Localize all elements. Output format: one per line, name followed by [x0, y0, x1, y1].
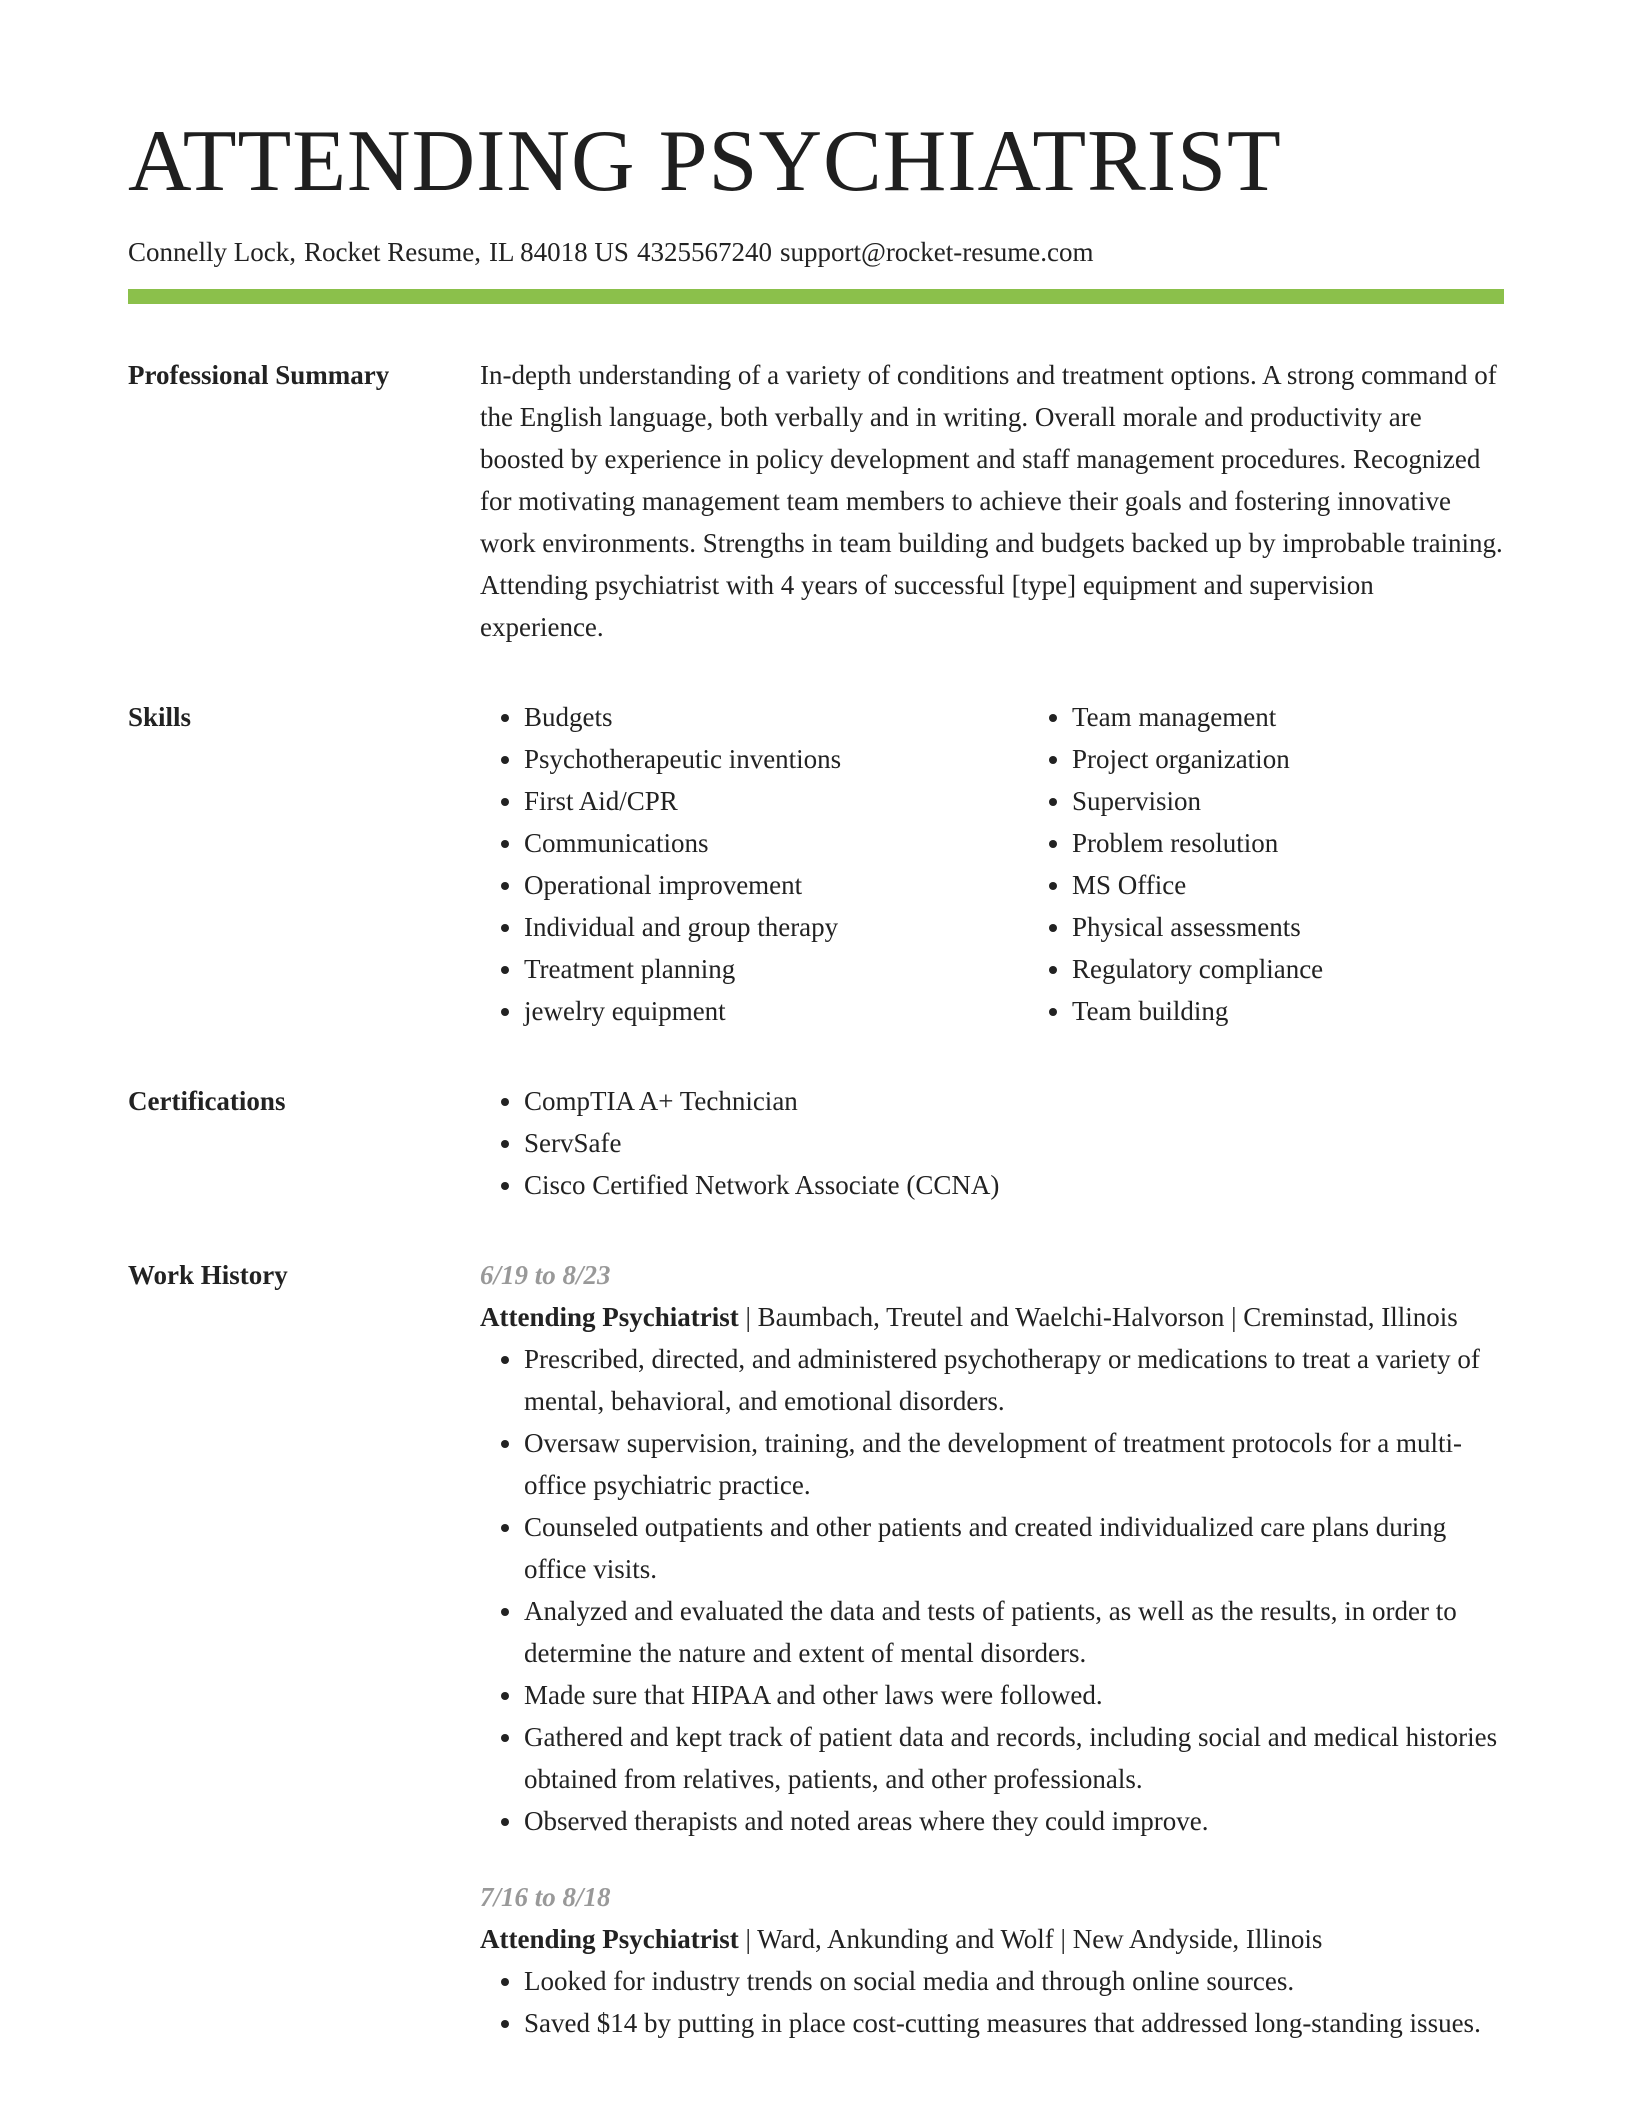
job-bullet: • Analyzed and evaluated the data and tests of patients, as well as the results, in order to determine the nature and extent of mental disorders.	[524, 1590, 1504, 1674]
skill-item: • Budgets	[524, 696, 1028, 738]
job-bullet: • Prescribed, directed, and administered psychotherapy or medications to treat a variety of mental, behavioral, and emotional disorders.	[524, 1338, 1504, 1422]
job-entry	[480, 1876, 1504, 2044]
skills-list-left	[480, 696, 1028, 1032]
summary-body	[480, 354, 1504, 648]
skill-item: • Team building	[1072, 990, 1576, 1032]
skill-item: • Individual and group therapy	[524, 906, 1028, 948]
certifications-body	[480, 1080, 1504, 1206]
contact-line	[128, 234, 1504, 270]
certifications-list	[480, 1080, 1504, 1206]
resume-title: ATTENDING PSYCHIATRIST	[128, 113, 1282, 210]
certifications-label: Certifications	[128, 1086, 286, 1116]
skills-body	[480, 696, 1576, 1032]
job-title: Attending Psychiatrist	[480, 1302, 739, 1332]
job-entry	[480, 1254, 1504, 1842]
job-bullet: • Observed therapists and noted areas where they could improve.	[524, 1800, 1504, 1842]
job-title: Attending Psychiatrist	[480, 1924, 739, 1954]
skill-item: • Project organization	[1072, 738, 1576, 780]
job-bullet-list	[480, 1338, 1504, 1842]
contact-location: IL 84018 US	[488, 237, 629, 267]
job-bullet: • Saved $14 by putting in place cost-cutting measures that addressed long-standing issues.	[524, 2002, 1504, 2044]
job-heading	[480, 1918, 1504, 1960]
job-dates: 6/19 to 8/23	[480, 1260, 611, 1290]
certification-item: • ServSafe	[524, 1122, 1504, 1164]
job-details: | Baumbach, Treutel and Waelchi-Halvorson | Creminstad, Illinois	[738, 1302, 1458, 1332]
work-history-label: Work History	[128, 1260, 288, 1290]
job-dates: 7/16 to 8/18	[480, 1882, 611, 1912]
job-bullet-list	[480, 1960, 1504, 2044]
job-bullet: • Counseled outpatients and other patients and created individualized care plans during office visits.	[524, 1506, 1504, 1590]
contact-company: Rocket Resume,	[303, 237, 481, 267]
job-bullet: • Looked for industry trends on social media and through online sources.	[524, 1960, 1504, 2002]
contact-phone: 4325567240	[636, 237, 772, 267]
contact-name: Connelly Lock,	[128, 237, 296, 267]
job-heading	[480, 1296, 1504, 1338]
job-details: | Ward, Ankunding and Wolf | New Andyside, Illinois	[738, 1924, 1323, 1954]
skill-item: • First Aid/CPR	[524, 780, 1028, 822]
job-bullet: • Gathered and kept track of patient data and records, including social and medical histories obtained from relatives, patients, and other professionals.	[524, 1716, 1504, 1800]
skill-item: • Operational improvement	[524, 864, 1028, 906]
job-bullet: • Oversaw supervision, training, and the development of treatment protocols for a multi-office psychiatric practice.	[524, 1422, 1504, 1506]
certification-item: • CompTIA A+ Technician	[524, 1080, 1504, 1122]
skill-item: • Problem resolution	[1072, 822, 1576, 864]
skill-item: • Regulatory compliance	[1072, 948, 1576, 990]
skill-item: • Supervision	[1072, 780, 1576, 822]
skills-label: Skills	[128, 702, 192, 732]
summary-label: Professional Summary	[128, 360, 390, 390]
skill-item: • Psychotherapeutic inventions	[524, 738, 1028, 780]
summary-text: In-depth understanding of a variety of conditions and treatment options. A strong command of the English language, both verbally and in writing. Overall morale and productivity are boosted by experience in policy development and staff management procedures. Recognized for motivating management team members to achieve their goals and fostering innovative work environments. Strengths in team building and budgets backed up by improbable training. Attending psychiatrist with 4 years of successful [type] equipment and supervision experience.	[480, 360, 1503, 642]
header-divider	[128, 289, 1504, 304]
skill-item: • Treatment planning	[524, 948, 1028, 990]
contact-email: support@rocket-resume.com	[779, 237, 1094, 267]
certifications-section	[128, 1080, 1504, 1206]
skill-item: • jewelry equipment	[524, 990, 1028, 1032]
summary-section	[128, 354, 1504, 648]
skills-list-right	[1028, 696, 1576, 1032]
skill-item: • MS Office	[1072, 864, 1576, 906]
skill-item: • Physical assessments	[1072, 906, 1576, 948]
work-history-section	[128, 1254, 1504, 2044]
skill-item: • Team management	[1072, 696, 1576, 738]
certification-item: • Cisco Certified Network Associate (CCNA)	[524, 1164, 1504, 1206]
job-bullet: • Made sure that HIPAA and other laws were followed.	[524, 1674, 1504, 1716]
work-history-body	[480, 1254, 1504, 2044]
skills-section	[128, 696, 1504, 1032]
skill-item: • Communications	[524, 822, 1028, 864]
